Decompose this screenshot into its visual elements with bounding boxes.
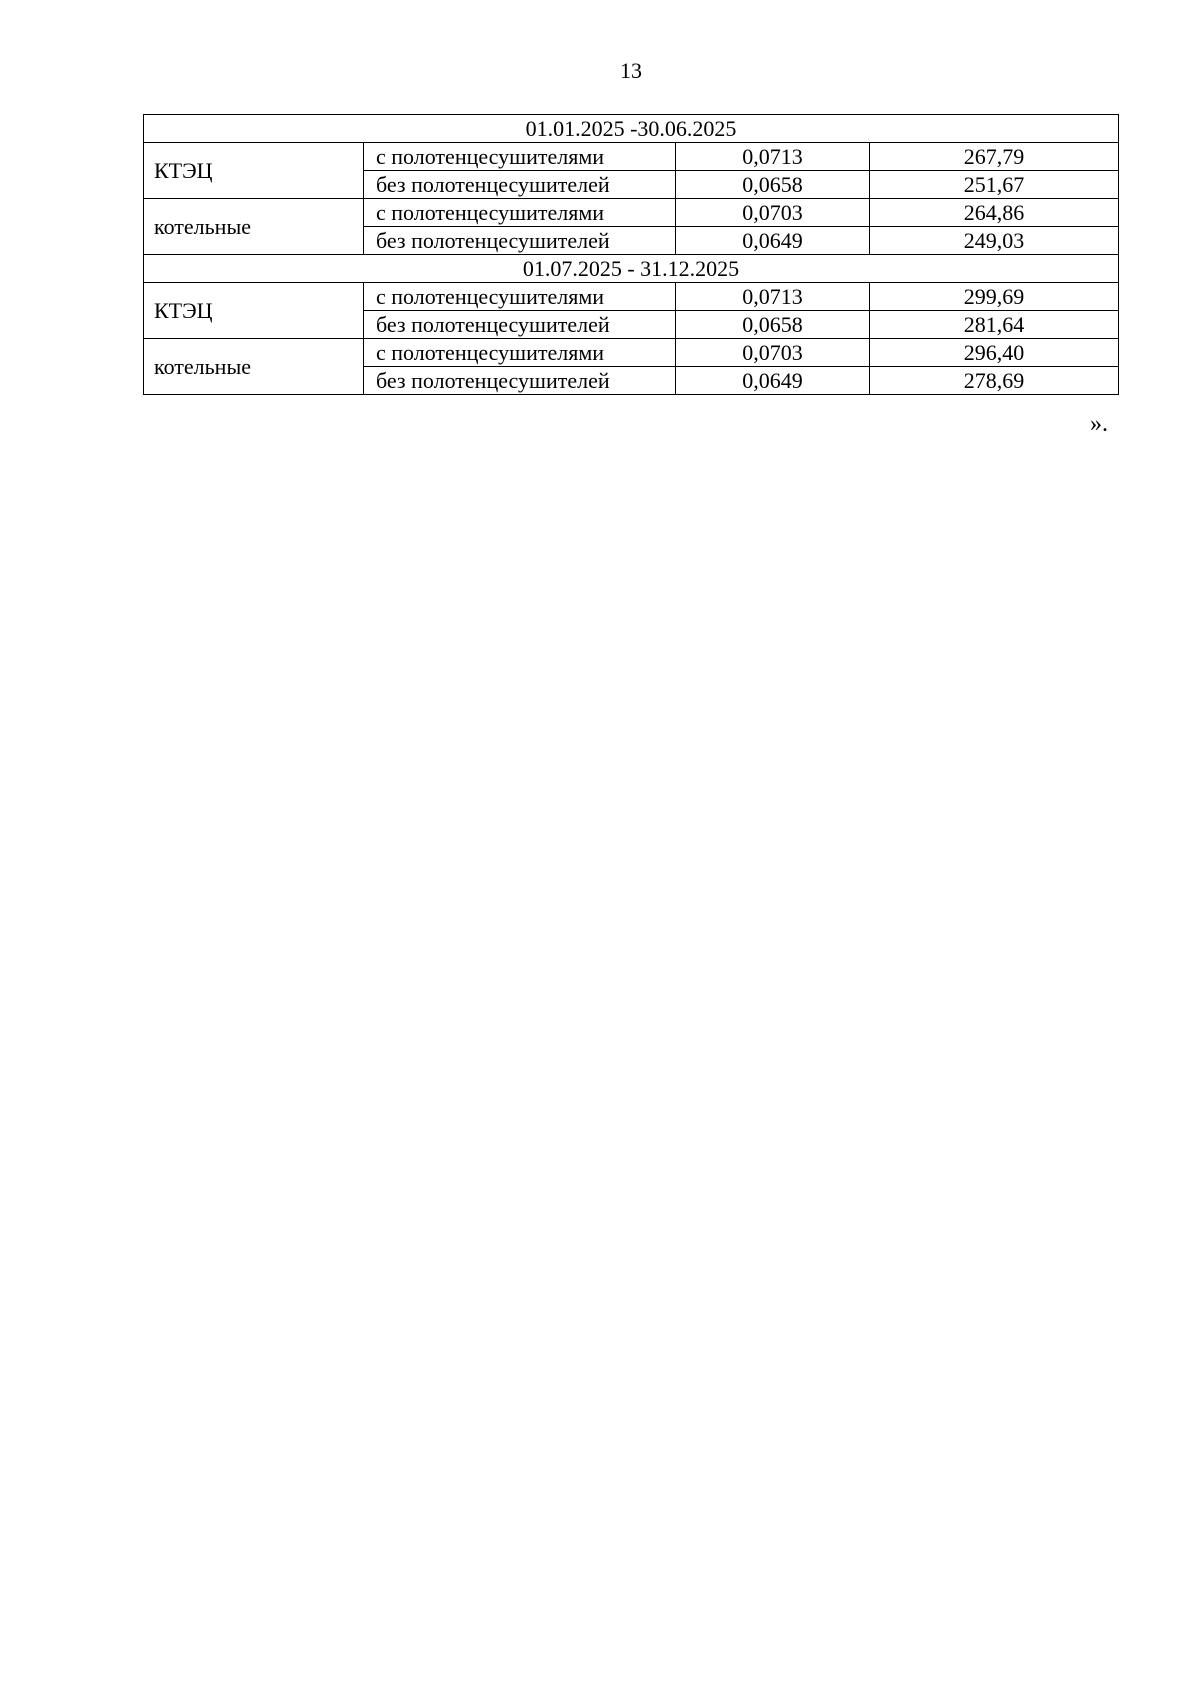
dryer-type-cell: с полотенцесушителями: [364, 199, 676, 227]
period-header-row: [144, 115, 1119, 143]
norm-cell: 0,0649: [676, 367, 870, 395]
period-label: 01.01.2025 -30.06.2025: [144, 115, 1119, 143]
tariff-cell: 264,86: [870, 199, 1119, 227]
norm-cell: 0,0713: [676, 143, 870, 171]
period-label: 01.07.2025 - 31.12.2025: [144, 255, 1119, 283]
norm-cell: 0,0658: [676, 311, 870, 339]
heat-source-cell: КТЭЦ: [144, 143, 364, 199]
norm-cell: 0,0703: [676, 339, 870, 367]
norm-cell: 0,0649: [676, 227, 870, 255]
table-row: [144, 143, 1119, 171]
tariff-table: [143, 114, 1119, 395]
dryer-type-cell: без полотенцесушителей: [364, 311, 676, 339]
norm-cell: 0,0658: [676, 171, 870, 199]
table-row: [144, 339, 1119, 367]
tariff-cell: 296,40: [870, 339, 1119, 367]
norm-cell: 0,0713: [676, 283, 870, 311]
dryer-type-cell: с полотенцесушителями: [364, 339, 676, 367]
tariff-cell: 281,64: [870, 311, 1119, 339]
closing-quote-mark: ».: [1090, 411, 1108, 437]
heat-source-cell: котельные: [144, 199, 364, 255]
tariff-cell: 251,67: [870, 171, 1119, 199]
tariff-cell: 249,03: [870, 227, 1119, 255]
dryer-type-cell: с полотенцесушителями: [364, 283, 676, 311]
page-number: 13: [620, 58, 642, 83]
tariff-cell: 299,69: [870, 283, 1119, 311]
period-header-row: [144, 255, 1119, 283]
norm-cell: 0,0703: [676, 199, 870, 227]
heat-source-cell: КТЭЦ: [144, 283, 364, 339]
dryer-type-cell: без полотенцесушителей: [364, 367, 676, 395]
table-row: [144, 199, 1119, 227]
heat-source-cell: котельные: [144, 339, 364, 395]
dryer-type-cell: без полотенцесушителей: [364, 227, 676, 255]
tariff-cell: 267,79: [870, 143, 1119, 171]
table-row: [144, 283, 1119, 311]
tariff-cell: 278,69: [870, 367, 1119, 395]
dryer-type-cell: без полотенцесушителей: [364, 171, 676, 199]
dryer-type-cell: с полотенцесушителями: [364, 143, 676, 171]
